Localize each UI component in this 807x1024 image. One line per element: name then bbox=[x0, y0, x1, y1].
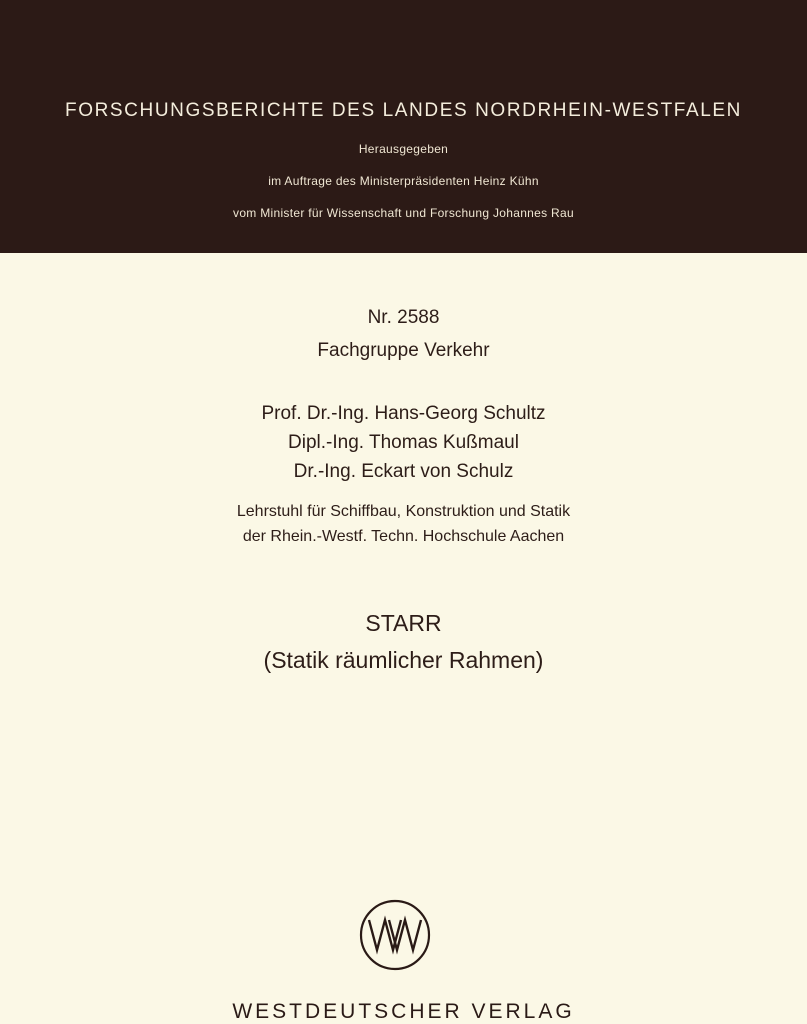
author-1: Prof. Dr.-Ing. Hans-Georg Schultz bbox=[261, 403, 546, 424]
header-band bbox=[0, 0, 807, 253]
institution-line-2: der Rhein.-Westf. Techn. Hochschule Aachen bbox=[242, 528, 565, 545]
document-subtitle: (Statik räumlicher Rahmen) bbox=[263, 647, 544, 673]
author-2: Dipl.-Ing. Thomas Kußmaul bbox=[288, 432, 519, 453]
document-title: STARR bbox=[365, 610, 442, 636]
ww-circle-logo-icon bbox=[358, 898, 432, 972]
institution-line-1: Lehrstuhl für Schiffbau, Konstruktion und Statik bbox=[236, 503, 571, 520]
report-number: Nr. 2588 bbox=[367, 307, 440, 328]
editor-line-minister: vom Minister für Wissenschaft und Forschung Johannes Rau bbox=[233, 206, 574, 220]
editor-line-ministerpraesident: im Auftrage des Ministerpräsidenten Heinz Kühn bbox=[268, 174, 539, 188]
author-3: Dr.-Ing. Eckart von Schulz bbox=[293, 461, 514, 482]
subject-group: Fachgruppe Verkehr bbox=[317, 340, 490, 361]
editor-line-herausgegeben: Herausgegeben bbox=[358, 142, 449, 156]
series-title: FORSCHUNGSBERICHTE DES LANDES NORDRHEIN-WESTFALEN bbox=[65, 100, 742, 121]
publisher-name: WESTDEUTSCHER VERLAG bbox=[232, 1000, 575, 1023]
